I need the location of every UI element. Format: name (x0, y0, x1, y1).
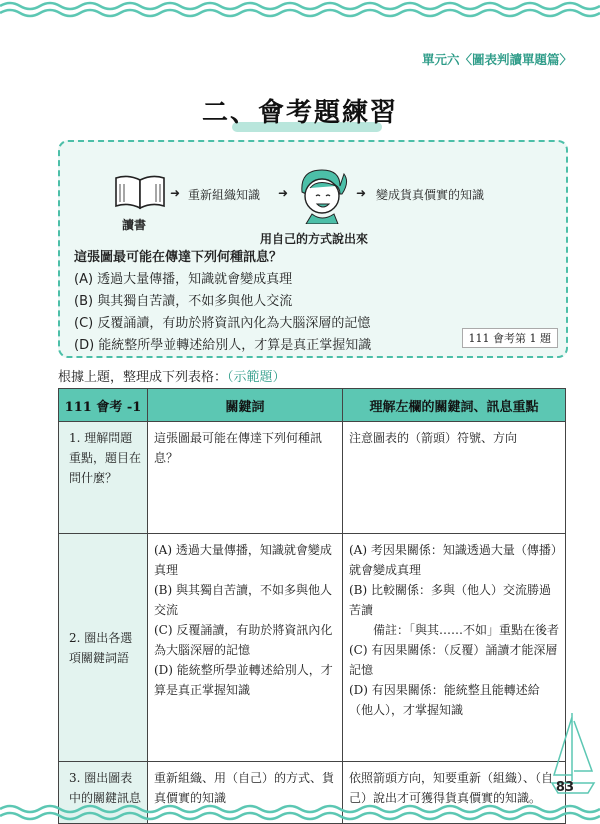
analysis-table (58, 388, 566, 824)
unit-title: 單元六〈圖表判讀單題篇〉 (421, 52, 572, 67)
process-diagram (60, 164, 566, 246)
table-header: 關鍵詞 (148, 389, 343, 422)
intro-line (58, 366, 286, 385)
option-d: (D) 能統整所學並轉述給別人，才算是真正掌握知識 (74, 338, 372, 353)
top-wave-border (0, 0, 600, 18)
arrow-icon: ➜ (170, 186, 181, 200)
question-stem: 這張圖最可能在傳達下列何種訊息？ (74, 250, 283, 265)
intro-text: 根據上題，整理成下列表格： (58, 370, 228, 385)
step1-label: 重新組織知識 (188, 188, 261, 202)
arrow-icon: ➜ (356, 186, 367, 200)
table-row (59, 422, 566, 534)
list-item: (D) 能統整所學並轉述給別人，才算是真正掌握知識 (154, 663, 333, 697)
row-explain-list (343, 534, 566, 762)
section-title: 二、會考題練習 (201, 98, 398, 128)
list-item: (C) 反覆誦讀，有助於將資訊內化為大腦深層的記憶 (154, 623, 333, 657)
row-keyword: 這張圖最可能在傳達下列何種訊息？ (148, 422, 343, 534)
option-c: (C) 反覆誦讀，有助於將資訊內化為大腦深層的記憶 (74, 316, 371, 331)
book-icon (112, 172, 168, 212)
list-item: 備註：「與其……不如」重點在後者 (373, 623, 560, 637)
person-icon (292, 164, 350, 224)
row-keyword: 重新組織、用（自己）的方式、貨真價實的知識 (148, 762, 343, 824)
book-label: 讀書 (122, 218, 147, 232)
row-step: 1. 理解問題重點，題目在問什麼？ (59, 422, 148, 534)
row-step: 2. 圈出各選項關鍵詞語 (59, 534, 148, 762)
list-item: (D) 有因果關係：能統整且能轉述給（他人），才掌握知識 (349, 683, 540, 717)
list-item: (A) 透過大量傳播，知識就會變成真理 (154, 543, 332, 577)
list-item: (C) 有因果關係：（反覆）誦讀才能深層記憶 (349, 643, 558, 677)
page-number: 83 (555, 780, 574, 795)
table-header: 理解左欄的關鍵詞、訊息重點 (343, 389, 566, 422)
question-box (58, 140, 568, 358)
table-row (59, 534, 566, 762)
list-item: (B) 比較關係：多與（他人）交流勝過苦讀 (349, 583, 551, 617)
row-keyword-list (148, 534, 343, 762)
list-item: (A) 考因果關係：知識透過大量（傳播）就會變成真理 (349, 543, 557, 577)
source-badge: 111 會考第 1 題 (462, 328, 558, 348)
row-explain: 注意圖表的（箭頭）符號、方向 (343, 422, 566, 534)
list-item: (B) 與其獨自苦讀，不如多與他人交流 (154, 583, 332, 617)
diagram-caption: 用自己的方式說出來 (260, 232, 369, 246)
bottom-wave-border (0, 803, 600, 821)
intro-paren: （示範題） (227, 370, 286, 385)
row-step: 3. 圈出圖表中的關鍵訊息 (59, 762, 148, 824)
option-a: (A) 透過大量傳播，知識就會變成真理 (74, 272, 293, 287)
row-explain: 依照箭頭方向，知要重新（組織）、（自己）說出才可獲得貨真價實的知識。 (343, 762, 566, 824)
step2-label: 變成貨真價實的知識 (376, 188, 485, 202)
option-b: (B) 與其獨自苦讀，不如多與他人交流 (74, 294, 293, 309)
table-header: 111 會考 -1 (59, 389, 148, 422)
arrow-icon: ➜ (278, 186, 289, 200)
table-header-row (59, 389, 566, 422)
